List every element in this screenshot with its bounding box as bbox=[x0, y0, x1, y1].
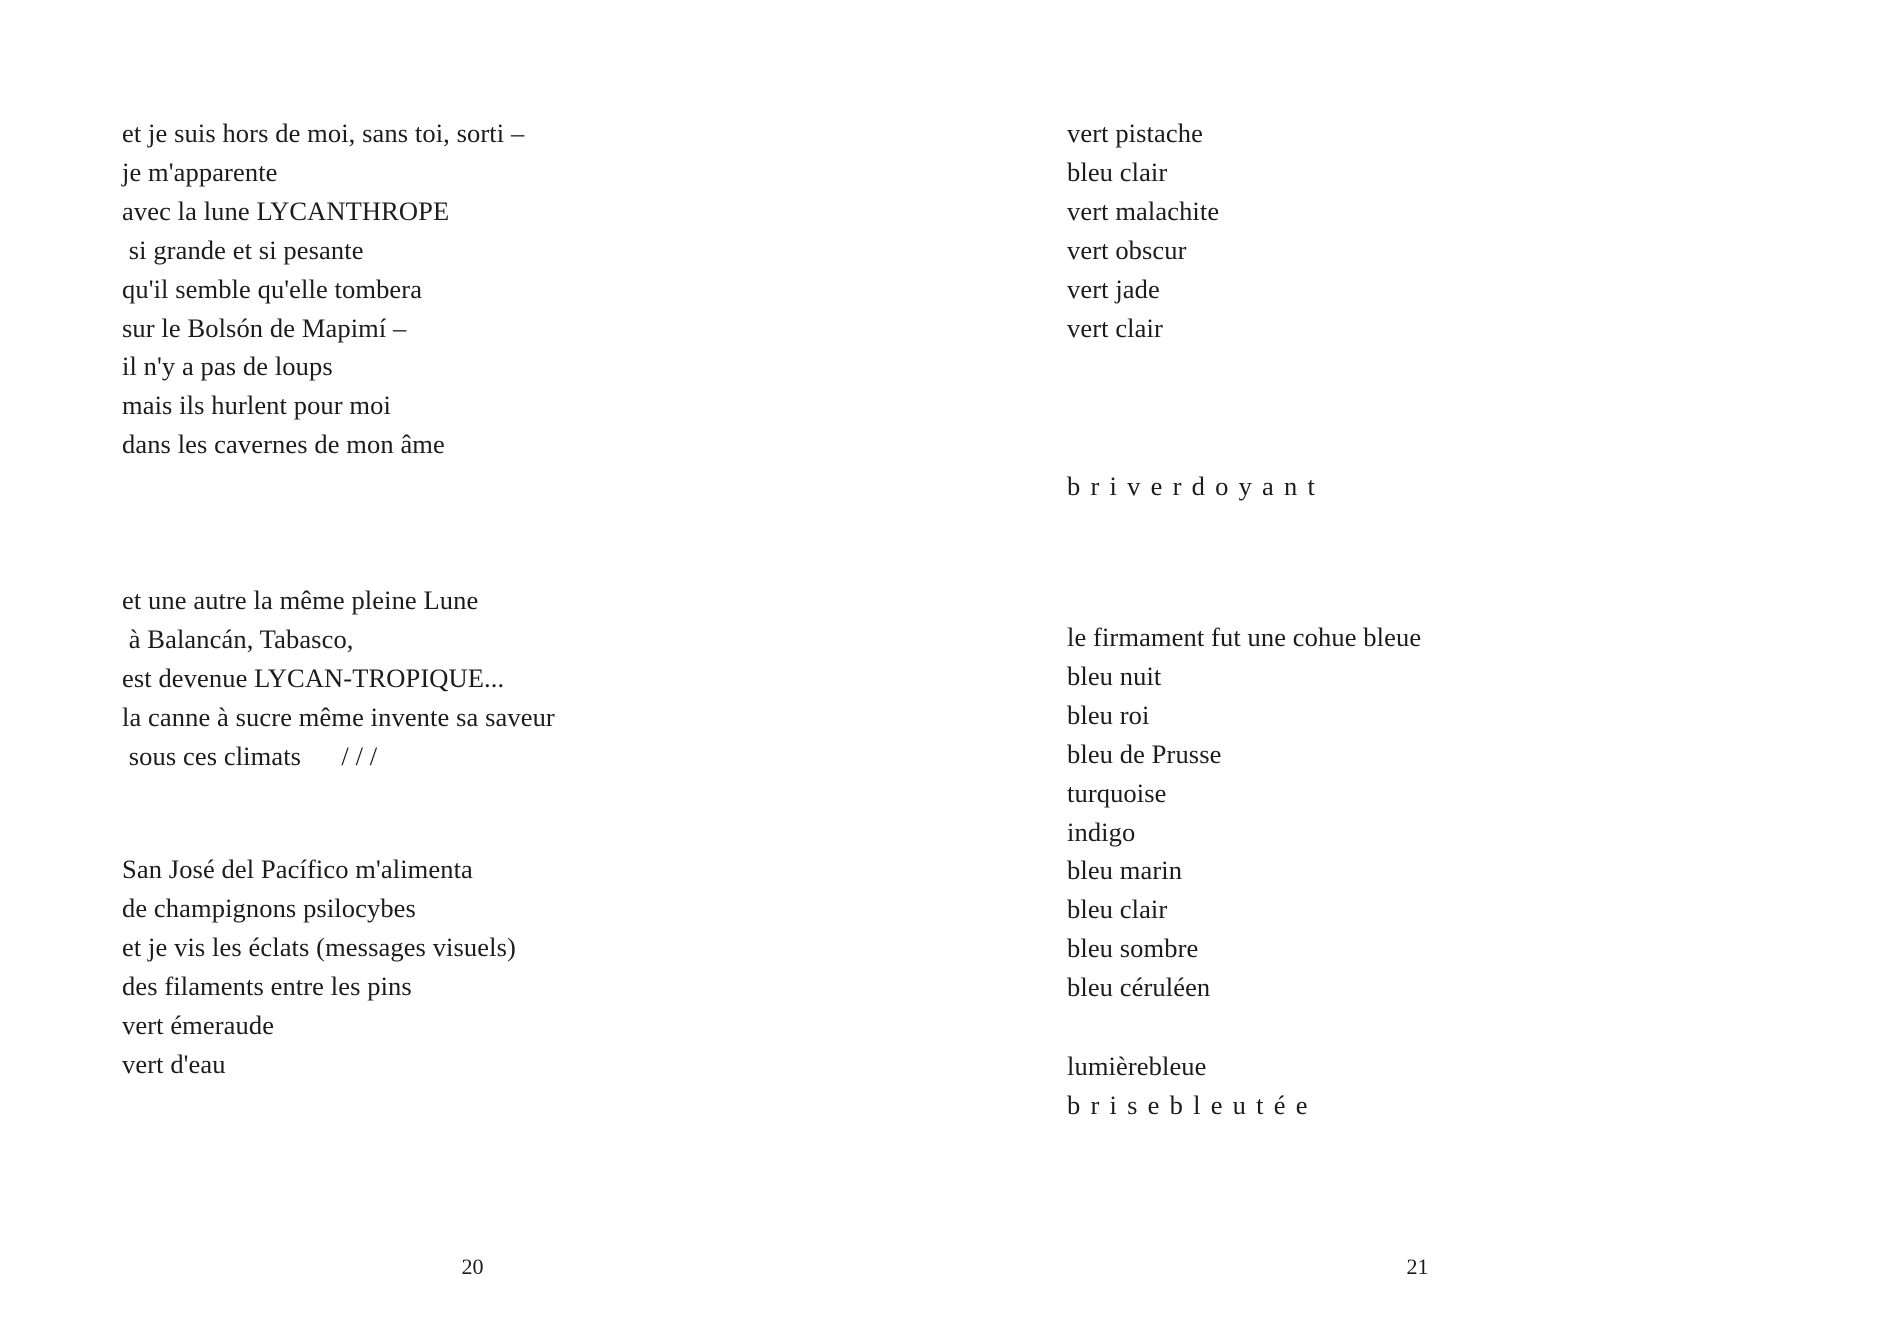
poem-line: bleu nuit bbox=[1067, 660, 1162, 691]
poem-line: vert malachite bbox=[1067, 195, 1220, 226]
poem-stanza bbox=[1067, 467, 1317, 506]
poem-line: si grande et si pesante bbox=[122, 234, 364, 265]
poem-line: sur le Bolsón de Mapimí – bbox=[122, 312, 407, 343]
poem-line: vert d'eau bbox=[122, 1048, 226, 1079]
poem-line: à Balancán, Tabasco, bbox=[122, 623, 354, 654]
poem-line: sous ces climats / / / bbox=[122, 740, 378, 771]
poem-line: des filaments entre les pins bbox=[122, 970, 412, 1001]
poem-line: vert clair bbox=[1067, 312, 1163, 343]
poem-line: dans les cavernes de mon âme bbox=[122, 429, 445, 460]
poem-line: et je suis hors de moi, sans toi, sorti – bbox=[122, 118, 525, 148]
poem-line: vert obscur bbox=[1067, 234, 1187, 265]
poem-line: et je vis les éclats (messages visuels) bbox=[122, 931, 516, 962]
poem-line: vert jade bbox=[1067, 273, 1160, 304]
poem-line: bleu céruléen bbox=[1067, 972, 1211, 1003]
poem-stanza bbox=[122, 581, 555, 776]
poem-line: avec la lune LYCANTHROPE bbox=[122, 195, 450, 226]
poem-line: mais ils hurlent pour moi bbox=[122, 390, 391, 421]
poem-line: lumièrebleue bbox=[1067, 1051, 1207, 1081]
poem-line: de champignons psilocybes bbox=[122, 892, 416, 923]
poem-line: b r i v e r d o y a n t bbox=[1067, 471, 1317, 501]
poem-stanza bbox=[1067, 114, 1219, 347]
poem-stanza bbox=[1067, 1047, 1309, 1125]
poem-line: vert pistache bbox=[1067, 118, 1203, 148]
poem-line: bleu clair bbox=[1067, 894, 1168, 925]
poem-line: b r i s e b l e u t é e bbox=[1067, 1089, 1310, 1120]
poem-line: San José del Pacífico m'alimenta bbox=[122, 854, 473, 884]
poem-line: le firmament fut une cohue bleue bbox=[1067, 622, 1422, 652]
poem-line: bleu sombre bbox=[1067, 933, 1199, 964]
poem-line: indigo bbox=[1067, 816, 1136, 847]
poem-line: qu'il semble qu'elle tombera bbox=[122, 273, 423, 304]
poem-line: la canne à sucre même invente sa saveur bbox=[122, 701, 555, 732]
poem-stanza bbox=[1067, 618, 1421, 1007]
page-number: 20 bbox=[461, 1254, 484, 1279]
right-page bbox=[945, 0, 1890, 1339]
poem-line: bleu roi bbox=[1067, 699, 1150, 730]
poem-line: vert émeraude bbox=[122, 1009, 275, 1040]
poem-stanza bbox=[122, 850, 516, 1083]
poem-line: bleu clair bbox=[1067, 156, 1168, 187]
poem-line: et une autre la même pleine Lune bbox=[122, 585, 479, 615]
poem-line: il n'y a pas de loups bbox=[122, 351, 333, 382]
poem-line: bleu marin bbox=[1067, 855, 1183, 886]
poem-line: turquoise bbox=[1067, 777, 1167, 808]
poem-line: est devenue LYCAN-TROPIQUE... bbox=[122, 662, 505, 693]
poem-line: je m'apparente bbox=[122, 156, 278, 187]
poem-stanza bbox=[122, 114, 524, 464]
poem-line: bleu de Prusse bbox=[1067, 738, 1222, 769]
page-number: 21 bbox=[1406, 1254, 1429, 1279]
